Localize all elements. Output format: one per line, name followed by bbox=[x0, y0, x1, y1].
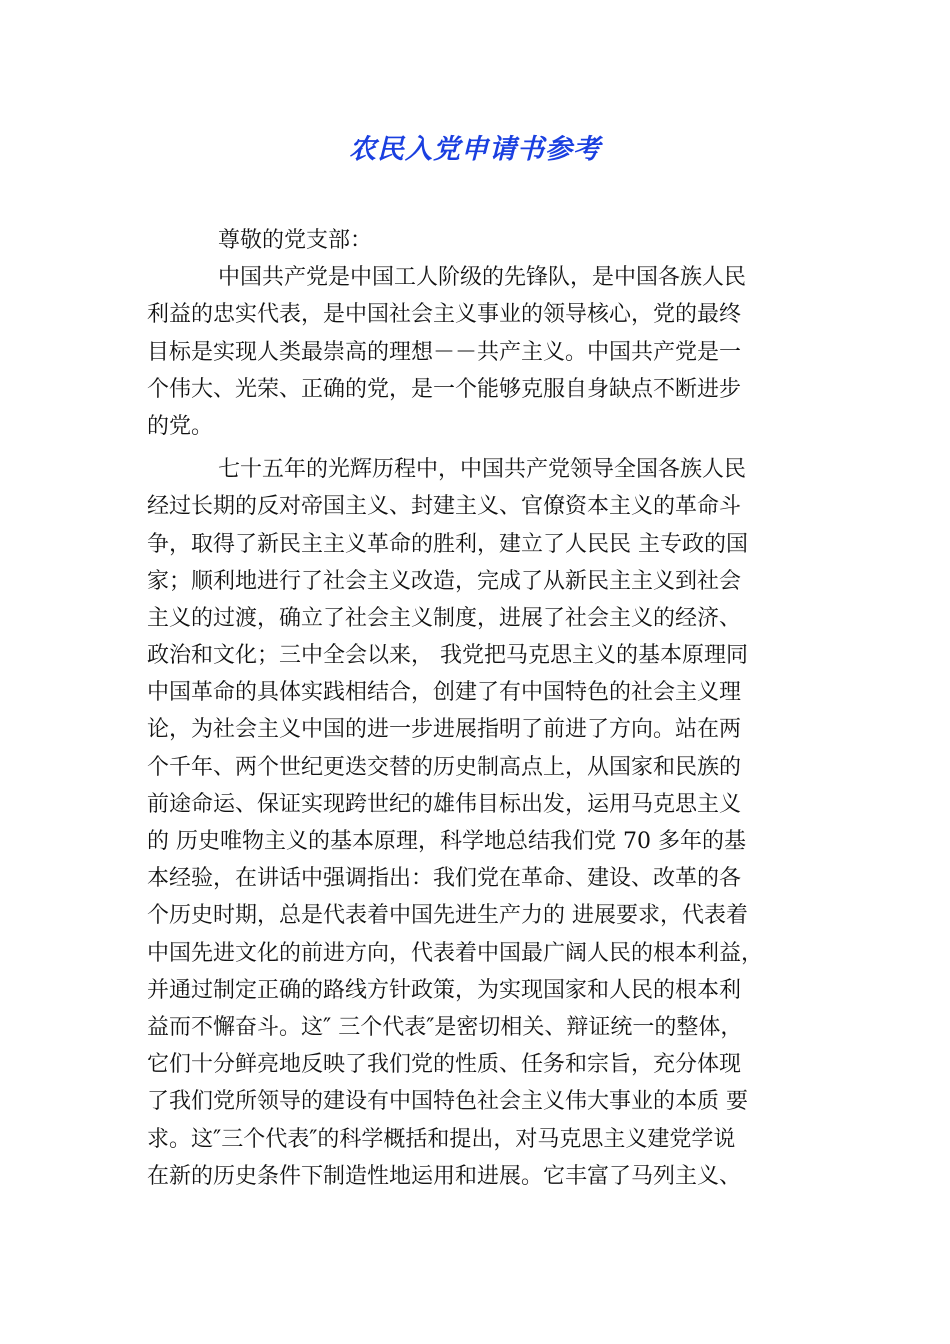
paragraph-line: 七十五年的光辉历程中，中国共产党领导全国各族人民 bbox=[218, 457, 747, 483]
paragraph-2 bbox=[147, 451, 805, 1195]
paragraph-line: 在新的历史条件下制造性地运用和进展。它丰富了马列主义、 bbox=[147, 1163, 742, 1189]
paragraph-line: 了我们党所领导的建设有中国特色社会主义伟大事业的本质 要 bbox=[147, 1089, 748, 1115]
paragraph-line: 的党。 bbox=[147, 413, 214, 439]
paragraph-line: 它们十分鲜亮地反映了我们党的性质、任务和宗旨，充分体现 bbox=[147, 1052, 742, 1078]
salutation: 尊敬的党支部： bbox=[218, 228, 373, 253]
paragraph-line: 的 历史唯物主义的基本原理，科学地总结我们党 70 多年的基 bbox=[147, 829, 746, 854]
paragraph-line: 争，取得了新民主主义革命的胜利，建立了人民民 主专政的国 bbox=[147, 531, 748, 557]
paragraph-line: 中国共产党是中国工人阶级的先锋队，是中国各族人民 bbox=[218, 265, 747, 291]
paragraph-line: 个千年、两个世纪更迭交替的历史制高点上，从国家和民族的 bbox=[147, 754, 742, 780]
paragraph-line: 利益的忠实代表，是中国社会主义事业的领导核心，党的最终 bbox=[147, 302, 742, 328]
paragraph-line: 中国革命的具体实践相结合，创建了有中国特色的社会主义理 bbox=[147, 680, 742, 706]
paragraph-line: 并通过制定正确的路线方针政策，为实现国家和人民的根本利 bbox=[147, 977, 742, 1003]
paragraph-line: 家；顺利地进行了社会主义改造，完成了从新民主主义到社会 bbox=[147, 568, 742, 594]
paragraph-line: 个历史时期，总是代表着中国先进生产力的 进展要求，代表着 bbox=[147, 903, 748, 929]
paragraph-line: 益而不懈奋斗。这″ 三个代表″是密切相关、辩证统一的整体， bbox=[147, 1014, 743, 1040]
document-title: 农民入党申请书参考 bbox=[349, 134, 601, 165]
document-body bbox=[147, 222, 805, 1195]
paragraph-line: 论，为社会主义中国的进一步进展指明了前进了方向。站在两 bbox=[147, 717, 742, 743]
paragraph-line: 主义的过渡，确立了社会主义制度，进展了社会主义的经济、 bbox=[147, 605, 742, 631]
paragraph-line: 中国先进文化的前进方向，代表着中国最广阔人民的根本利益， bbox=[147, 940, 764, 966]
paragraph-line: 个伟大、光荣、正确的党，是一个能够克服自身缺点不断进步 bbox=[147, 376, 742, 402]
paragraph-1 bbox=[147, 259, 805, 445]
paragraph-line: 求。这″三个代表″的科学概括和提出，对马克思主义建党学说 bbox=[147, 1126, 736, 1152]
paragraph-line: 经过长期的反对帝国主义、封建主义、官僚资本主义的革命斗 bbox=[147, 494, 742, 520]
paragraph-line: 前途命运、保证实现跨世纪的雄伟目标出发，运用马克思主义 bbox=[147, 791, 742, 817]
paragraph-line: 政治和文化；三中全会以来， 我党把马克思主义的基本原理同 bbox=[147, 643, 748, 669]
paragraph-line: 目标是实现人类最崇高的理想－－共产主义。中国共产党是一 bbox=[147, 339, 742, 365]
paragraph-line: 本经验，在讲话中强调指出：我们党在革命、建设、改革的各 bbox=[147, 866, 742, 892]
